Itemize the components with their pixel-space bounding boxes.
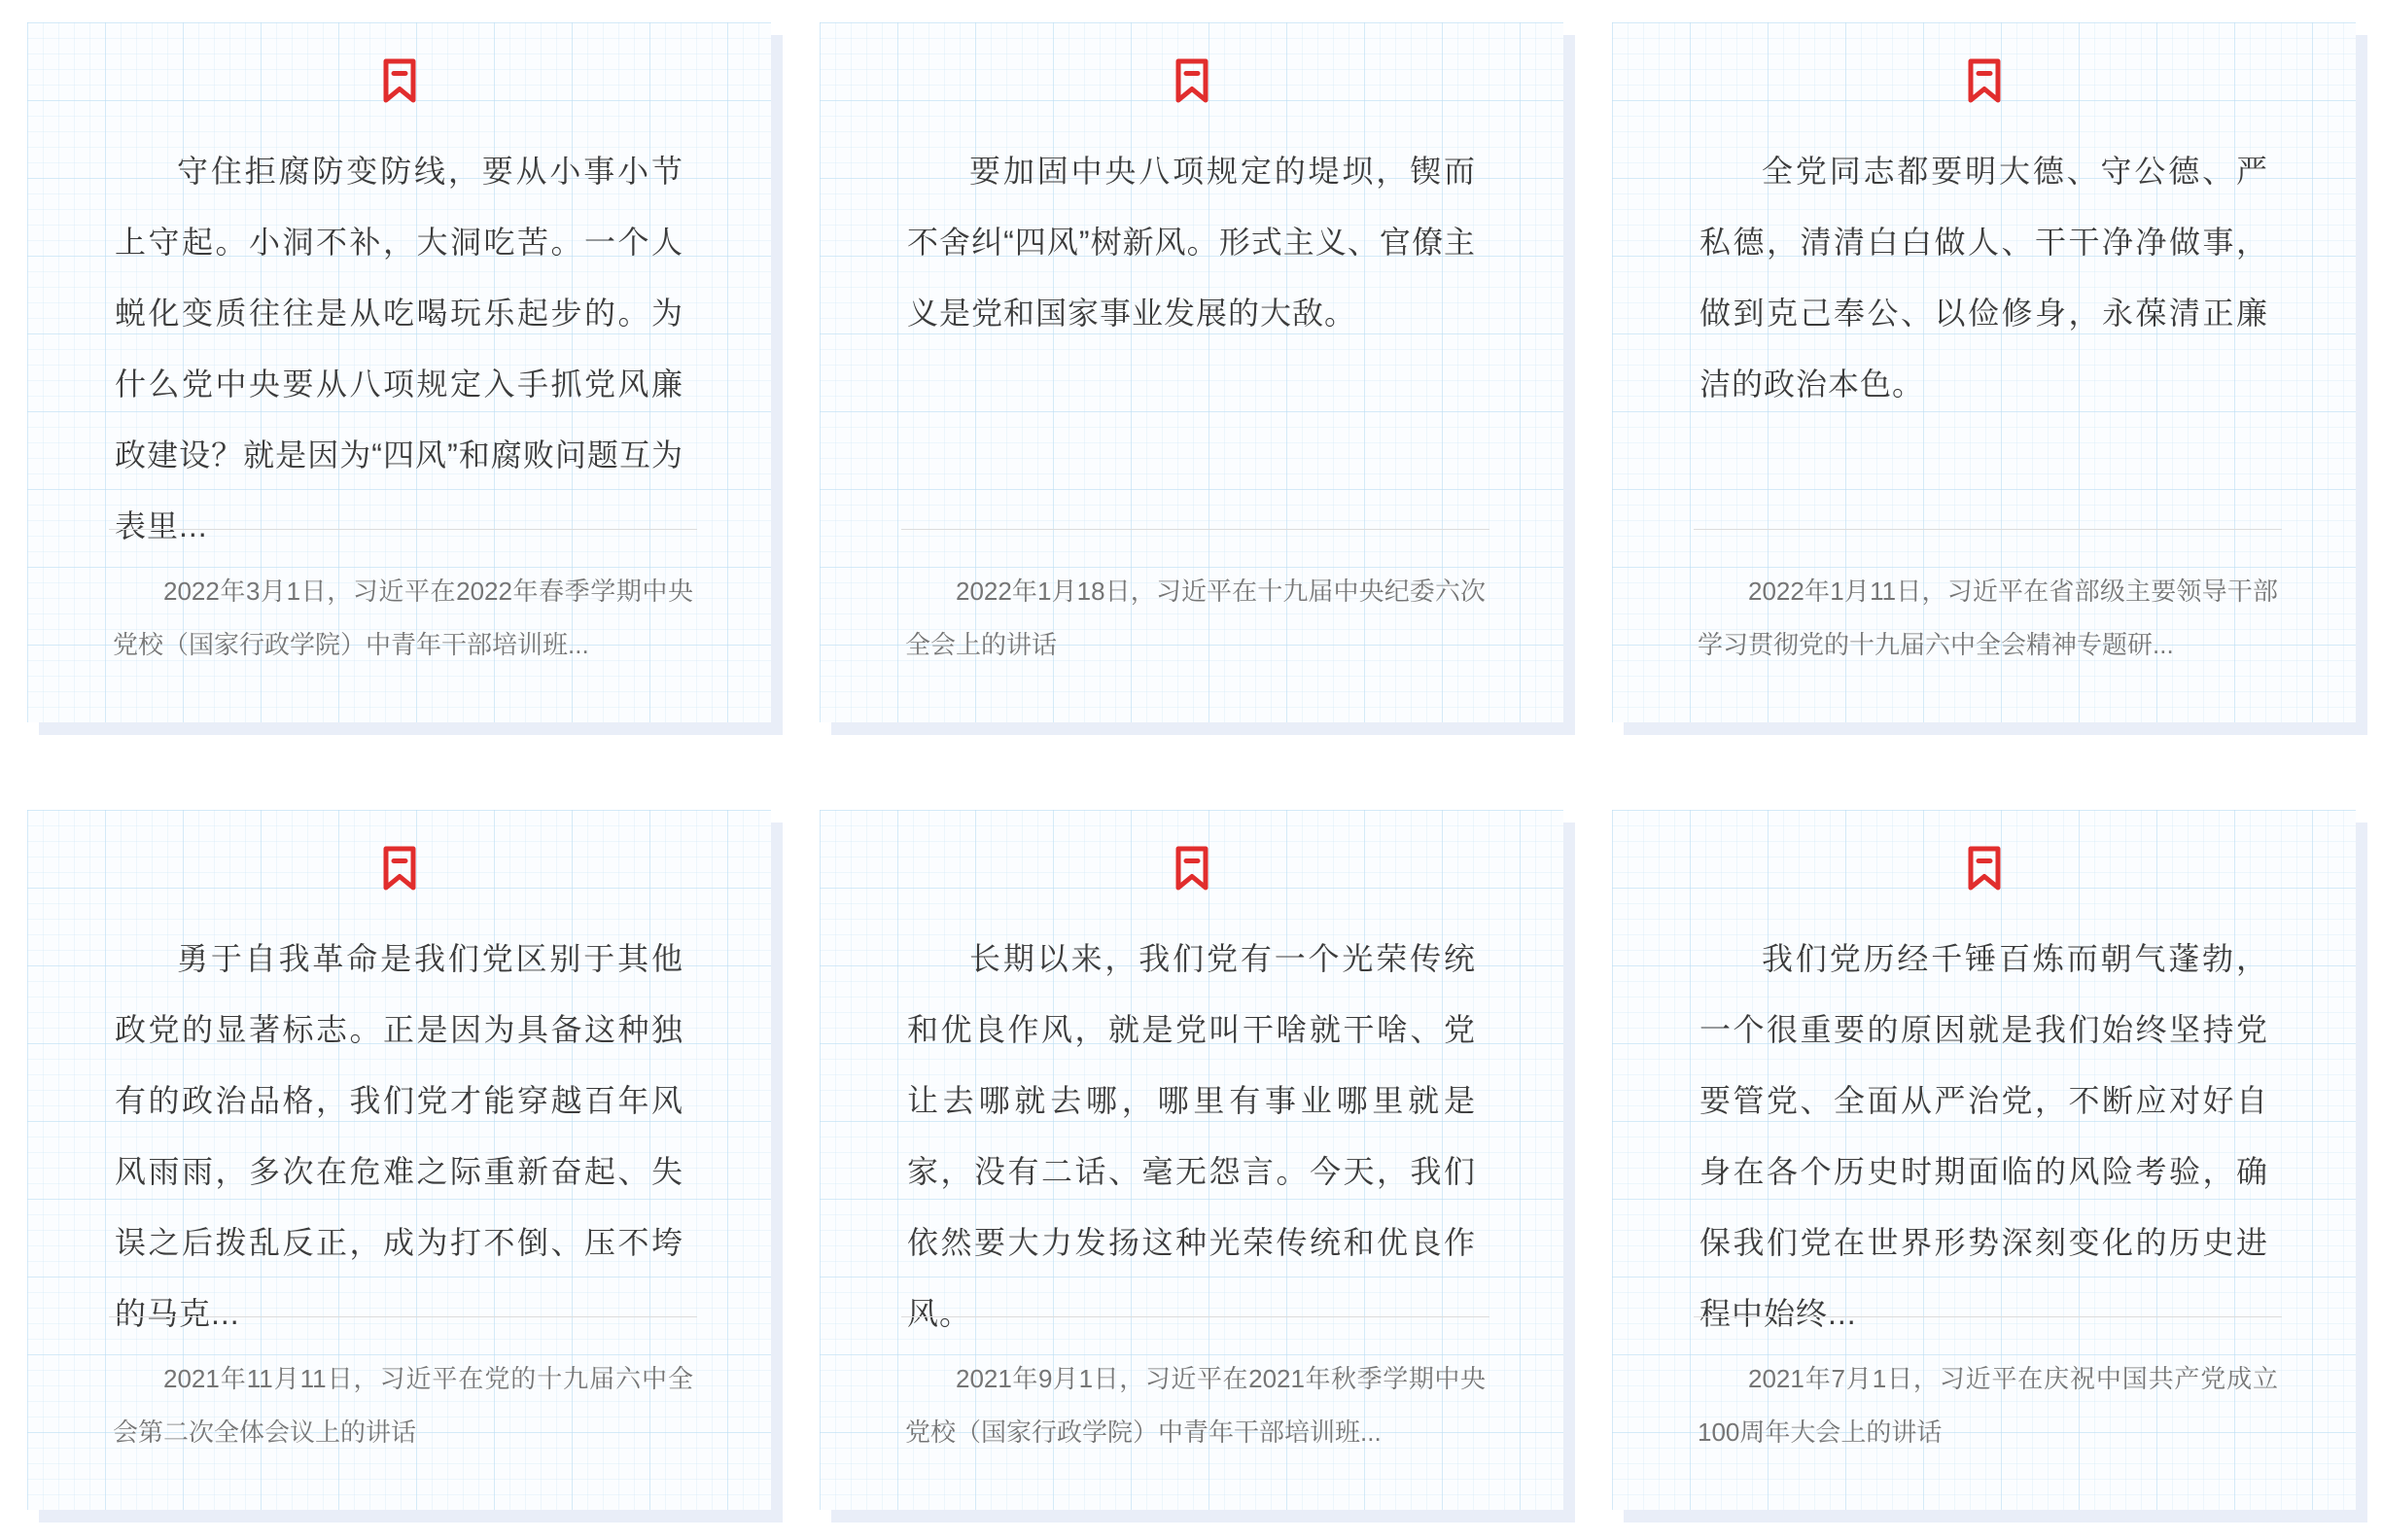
quote-text: 全党同志都要明大德、守公德、严私德，清清白白做人、干干净净做事，做到克己奉公、以俭修身，永葆清正廉洁的政治本色。: [1699, 154, 2268, 402]
bookmark-icon: [820, 22, 1563, 104]
quote-text: 我们党历经千锤百炼而朝气蓬勃，一个很重要的原因就是我们始终坚持党要管党、全面从严治党，不断应对好自身在各个历史时期面临的风险考验，确保我们党在世界形势深刻变化的历史进程中始终...: [1699, 941, 2268, 1331]
divider: [109, 1316, 697, 1317]
card-footer: [1694, 529, 2282, 722]
quote-text: 勇于自我革命是我们党区别于其他政党的显著标志。正是因为具备这种独有的政治品格，我们党才能穿越百年风风雨雨，多次在危难之际重新奋起、失误之后拨乱反正，成为打不倒、压不垮的马克...: [115, 941, 683, 1331]
quote-text: 长期以来，我们党有一个光荣传统和优良作风，就是党叫干啥就干啥、党让去哪就去哪，哪里有事业哪里就是家，没有二话、毫无怨言。今天，我们依然要大力发扬这种光荣传统和优良作风。: [907, 941, 1476, 1331]
quote-card[interactable]: [27, 22, 771, 722]
divider: [901, 529, 1489, 530]
bookmark-icon: [27, 810, 771, 892]
quote-citation: 2021年9月1日，习近平在2021年秋季学期中央党校（国家行政学院）中青年干部培训班...: [905, 1364, 1486, 1447]
divider: [1694, 529, 2282, 530]
quote-card[interactable]: [820, 810, 1563, 1510]
bookmark-icon: [27, 22, 771, 104]
quote-citation: 2022年3月1日，习近平在2022年春季学期中央党校（国家行政学院）中青年干部培训班...: [113, 577, 693, 659]
card-footer: [901, 1316, 1489, 1510]
card-footer: [109, 1316, 697, 1510]
quote-card[interactable]: [1612, 22, 2356, 722]
divider: [1694, 1316, 2282, 1317]
bookmark-icon: [1612, 810, 2356, 892]
quote-citation: 2021年7月1日，习近平在庆祝中国共产党成立100周年大会上的讲话: [1698, 1364, 2278, 1447]
quote-card[interactable]: [1612, 810, 2356, 1510]
divider: [901, 1316, 1489, 1317]
divider: [109, 529, 697, 530]
card-footer: [1694, 1316, 2282, 1510]
card-footer: [901, 529, 1489, 722]
quote-citation: 2021年11月11日，习近平在党的十九届六中全会第二次全体会议上的讲话: [113, 1364, 693, 1447]
bookmark-icon: [820, 810, 1563, 892]
quote-card[interactable]: [27, 810, 771, 1510]
quote-citation: 2022年1月11日，习近平在省部级主要领导干部学习贯彻党的十九届六中全会精神专题研...: [1698, 577, 2278, 659]
card-footer: [109, 529, 697, 722]
quote-card[interactable]: [820, 22, 1563, 722]
quote-text: 守住拒腐防变防线，要从小事小节上守起。小洞不补，大洞吃苦。一个人蜕化变质往往是从吃喝玩乐起步的。为什么党中央要从八项规定入手抓党风廉政建设？就是因为“四风”和腐败问题互为表里...: [115, 154, 683, 543]
quote-citation: 2022年1月18日，习近平在十九届中央纪委六次全会上的讲话: [905, 577, 1486, 659]
quote-text: 要加固中央八项规定的堤坝，锲而不舍纠“四风”树新风。形式主义、官僚主义是党和国家事业发展的大敌。: [907, 154, 1476, 331]
bookmark-icon: [1612, 22, 2356, 104]
